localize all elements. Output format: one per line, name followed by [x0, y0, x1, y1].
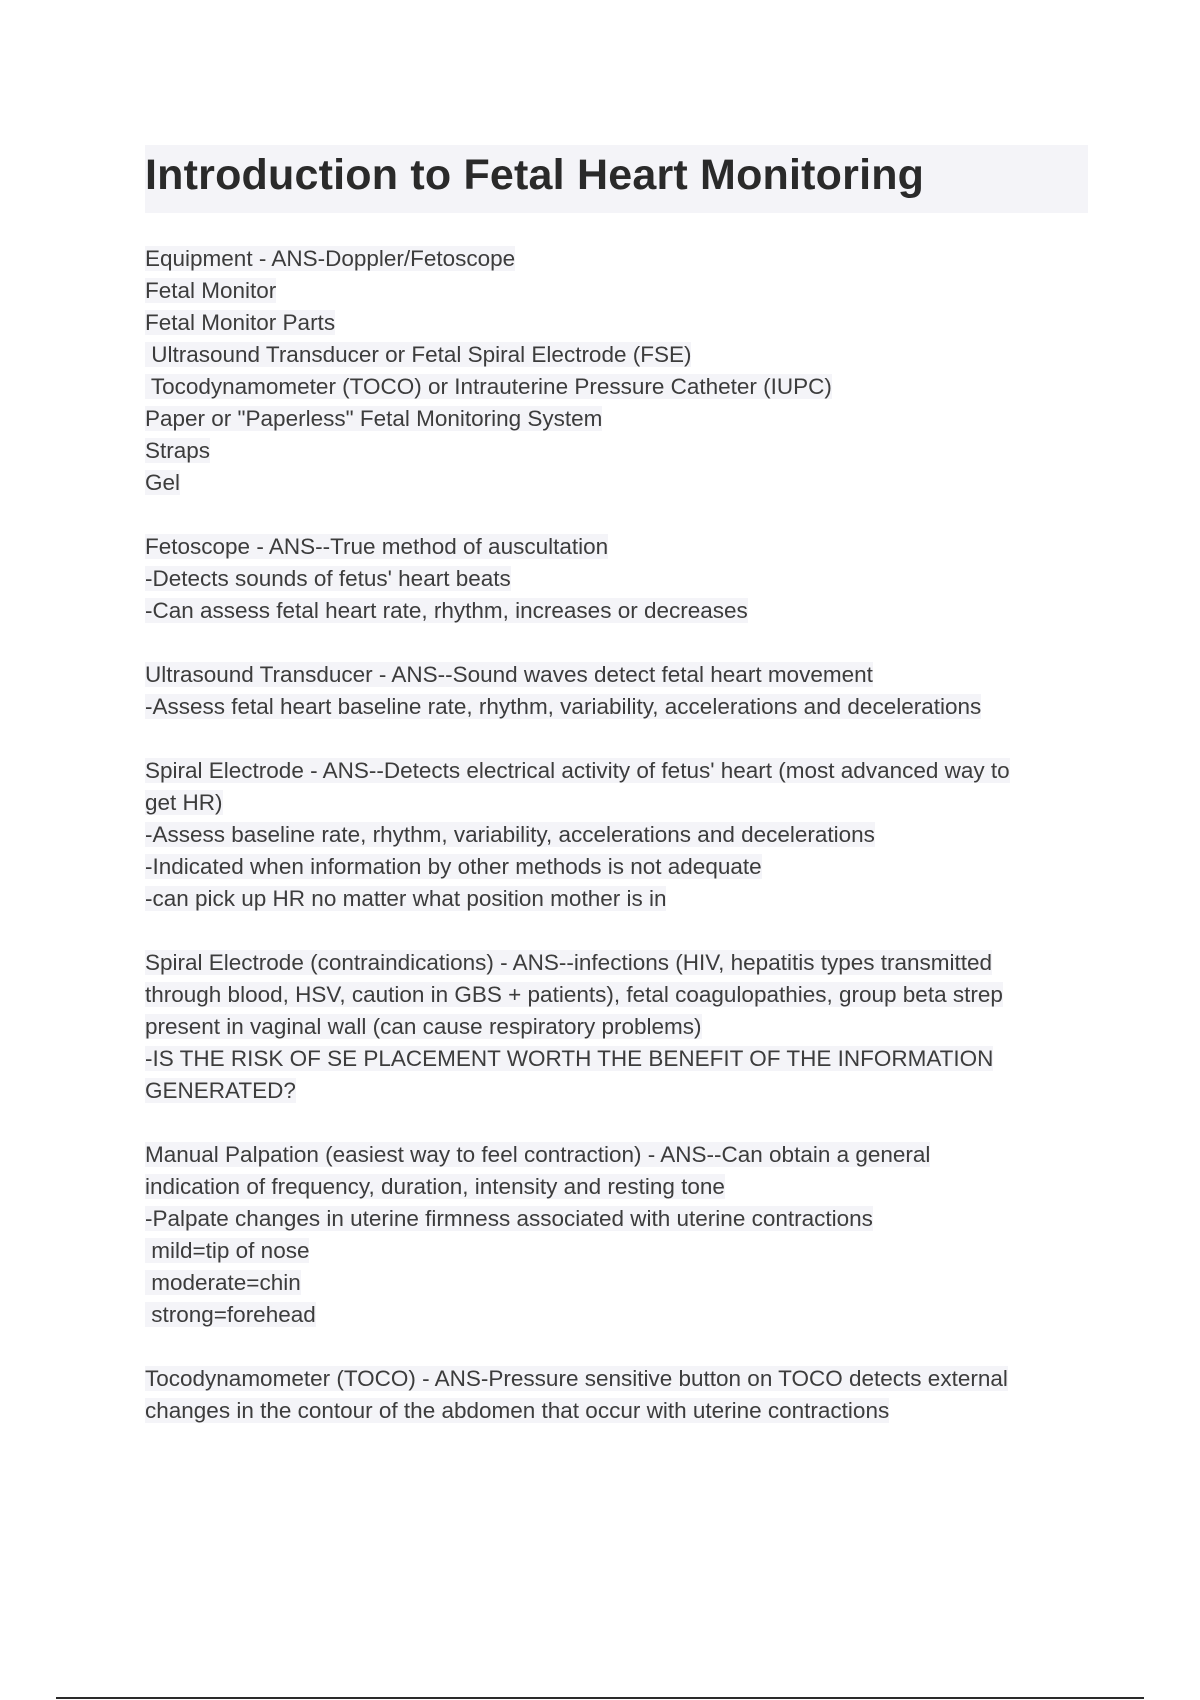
text-line-content: indication of frequency, duration, intensity and resting tone	[145, 1174, 725, 1199]
text-line-content: -Detects sounds of fetus' heart beats	[145, 566, 511, 591]
text-line-content: Gel	[145, 470, 181, 495]
text-line	[145, 979, 1095, 1011]
text-line-content: Tocodynamometer (TOCO) - ANS-Pressure sensitive button on TOCO detects external	[145, 1366, 1008, 1391]
text-line-content: -Assess fetal heart baseline rate, rhythm, variability, accelerations and decelerations	[145, 694, 982, 719]
text-line-content: strong=forehead	[145, 1302, 316, 1327]
text-line-content: Manual Palpation (easiest way to feel contraction) - ANS--Can obtain a general	[145, 1142, 931, 1167]
text-line	[145, 371, 1095, 403]
text-line-content: Fetal Monitor	[145, 278, 277, 303]
text-line	[145, 1299, 1095, 1331]
text-line	[145, 787, 1095, 819]
text-line	[145, 339, 1095, 371]
text-line	[145, 307, 1095, 339]
section-spiral-electrode	[145, 755, 1095, 915]
text-line	[145, 435, 1095, 467]
text-line	[145, 819, 1095, 851]
text-line-content: Tocodynamometer (TOCO) or Intrauterine Pressure Catheter (IUPC)	[145, 374, 832, 399]
text-line-content: Ultrasound Transducer - ANS--Sound waves detect fetal heart movement	[145, 662, 873, 687]
text-line	[145, 595, 1095, 627]
text-line-content: mild=tip of nose	[145, 1238, 310, 1263]
text-line-content: changes in the contour of the abdomen that occur with uterine contractions	[145, 1398, 890, 1423]
text-line-content: GENERATED?	[145, 1078, 296, 1103]
text-line	[145, 1075, 1095, 1107]
section-spiral-electrode-contraindications	[145, 947, 1095, 1107]
text-line-content: -Can assess fetal heart rate, rhythm, increases or decreases	[145, 598, 748, 623]
text-line	[145, 755, 1095, 787]
text-line-content: Straps	[145, 438, 211, 463]
text-line	[145, 1139, 1095, 1171]
text-line	[145, 1267, 1095, 1299]
bottom-divider	[56, 1697, 1144, 1699]
text-line-content: Ultrasound Transducer or Fetal Spiral Electrode (FSE)	[145, 342, 692, 367]
section-fetoscope	[145, 531, 1095, 627]
text-line-content: Paper or "Paperless" Fetal Monitoring System	[145, 406, 603, 431]
section-tocodynamometer	[145, 1363, 1095, 1427]
text-line	[145, 947, 1095, 979]
text-line	[145, 1171, 1095, 1203]
text-line-content: get HR)	[145, 790, 223, 815]
section-ultrasound-transducer	[145, 659, 1095, 723]
text-line	[145, 1043, 1095, 1075]
page-title: Introduction to Fetal Heart Monitoring	[145, 151, 925, 199]
text-line	[145, 659, 1095, 691]
text-line	[145, 851, 1095, 883]
document-body	[145, 243, 1095, 1459]
text-line	[145, 403, 1095, 435]
text-line-content: -IS THE RISK OF SE PLACEMENT WORTH THE BENEFIT OF THE INFORMATION	[145, 1046, 994, 1071]
text-line-content: Fetoscope - ANS--True method of auscultation	[145, 534, 609, 559]
text-line	[145, 275, 1095, 307]
text-line-content: Spiral Electrode - ANS--Detects electrical activity of fetus' heart (most advanced way to	[145, 758, 1010, 783]
text-line	[145, 531, 1095, 563]
text-line	[145, 1011, 1095, 1043]
text-line-content: Equipment - ANS-Doppler/Fetoscope	[145, 246, 516, 271]
text-line-content: Fetal Monitor Parts	[145, 310, 336, 335]
text-line-content: present in vaginal wall (can cause respiratory problems)	[145, 1014, 702, 1039]
text-line	[145, 883, 1095, 915]
section-equipment	[145, 243, 1095, 499]
section-manual-palpation	[145, 1139, 1095, 1331]
text-line-content: Spiral Electrode (contraindications) - ANS--infections (HIV, hepatitis types transmitted	[145, 950, 993, 975]
text-line	[145, 691, 1095, 723]
text-line	[145, 1363, 1095, 1395]
text-line	[145, 563, 1095, 595]
text-line-content: -Assess baseline rate, rhythm, variability, accelerations and decelerations	[145, 822, 875, 847]
text-line	[145, 1395, 1095, 1427]
text-line-content: -Palpate changes in uterine firmness associated with uterine contractions	[145, 1206, 873, 1231]
text-line-content: -Indicated when information by other methods is not adequate	[145, 854, 762, 879]
text-line	[145, 1203, 1095, 1235]
text-line	[145, 1235, 1095, 1267]
text-line	[145, 467, 1095, 499]
text-line-content: through blood, HSV, caution in GBS + patients), fetal coagulopathies, group beta strep	[145, 982, 1003, 1007]
text-line-content: moderate=chin	[145, 1270, 301, 1295]
text-line-content: -can pick up HR no matter what position mother is in	[145, 886, 667, 911]
text-line	[145, 243, 1095, 275]
